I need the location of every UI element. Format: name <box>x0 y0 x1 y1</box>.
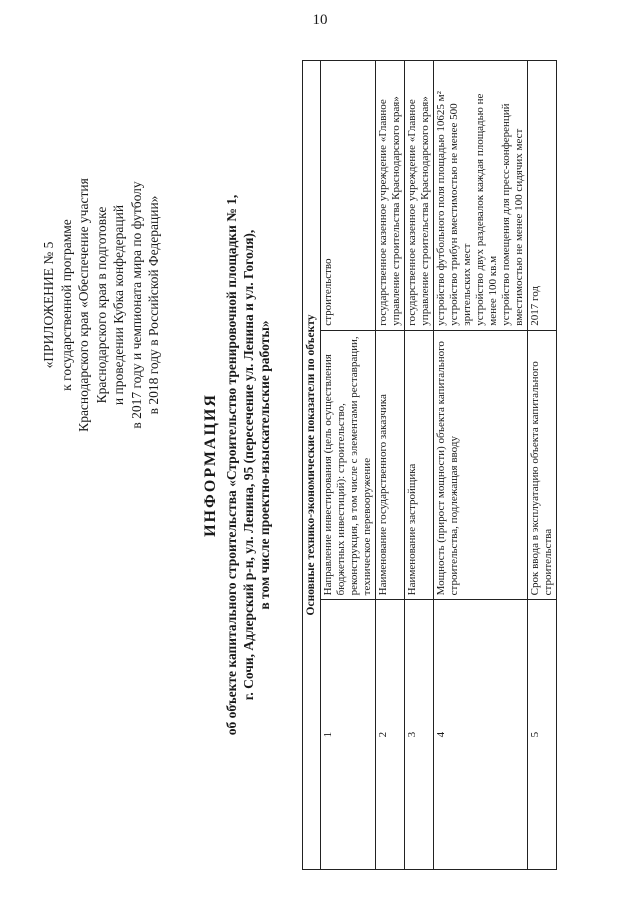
appendix-line: Краснодарского края в подготовке <box>93 206 109 404</box>
appendix-line: «ПРИЛОЖЕНИЕ № 5 <box>41 241 56 369</box>
row-number: 2 <box>376 600 405 870</box>
row-name: Наименование застройщика <box>405 330 434 600</box>
row-name: Срок ввода в эксплуатацию объекта капитального строительства <box>528 330 557 600</box>
title-heading: ИНФОРМАЦИЯ <box>202 393 219 537</box>
row-value-line: государственное казенное учреждение «Главное управление строительства Краснодарского края» <box>377 96 402 326</box>
row-number: 5 <box>528 600 557 870</box>
table-row <box>321 61 376 870</box>
appendix-note <box>40 90 163 520</box>
row-number: 1 <box>321 600 376 870</box>
row-value-line: устройство трибун вместимостью не менее 500 зрительских мест <box>448 103 473 326</box>
page-number: 10 <box>312 12 328 28</box>
row-value-line: устройство двух раздевалок каждая площадью не менее 100 кв.м <box>474 93 499 326</box>
row-name: Мощность (прирост мощности) объекта капитального строительства, подлежащая вводу <box>434 330 528 600</box>
appendix-line: и проведении Кубка конфедераций <box>111 204 126 406</box>
appendix-line: в 2018 году в Российской Федерации» <box>146 195 161 415</box>
table-row <box>376 61 405 870</box>
row-value <box>528 61 557 331</box>
title-line: в том числе проектно-изыскательские работы» <box>257 320 272 610</box>
title-line: об объекте капитального строительства «Строительство тренировочной площадки № 1, <box>224 194 239 736</box>
row-value <box>376 61 405 331</box>
row-name: Направление инвестирования (цель осуществления бюджетных инвестиций): строительство, реконструкция, в том числе с элементами реставрации, техническое перевооружение <box>321 330 376 600</box>
row-number: 3 <box>405 600 434 870</box>
row-value-line: государственное казенное учреждение «Главное управление строительства Краснодарского края» <box>406 96 431 326</box>
indicators-table <box>302 60 557 870</box>
table-row <box>405 61 434 870</box>
appendix-line: к государственной программе <box>58 219 74 391</box>
rotated-page-content <box>30 50 620 880</box>
row-value <box>321 61 376 331</box>
table-row <box>528 61 557 870</box>
row-value-line: устройство помещения для пресс-конференций вместимостью не менее 100 сидячих мест <box>500 103 525 326</box>
row-number: 4 <box>434 600 528 870</box>
title-line: г. Сочи, Адлерский р-н, ул. Ленина, 95 (пересечение ул. Ленина и ул. Гоголя), <box>240 229 256 701</box>
row-name: Наименование государственного заказчика <box>376 330 405 600</box>
table-header-row <box>303 61 321 870</box>
appendix-line: Краснодарского края «Обеспечение участия <box>76 178 91 432</box>
table-row <box>434 61 528 870</box>
row-value-line: 2017 год <box>529 285 541 326</box>
appendix-line: в 2017 году и чемпионата мира по футболу <box>128 181 144 429</box>
row-value-line: строительство <box>322 258 334 326</box>
row-value <box>434 61 528 331</box>
document-title <box>202 70 274 860</box>
row-value <box>405 61 434 331</box>
row-value-line: устройство футбольного поля площадью 10625 м² <box>435 91 447 326</box>
table-header: Основные технико-экономические показатели по объекту <box>303 61 321 870</box>
